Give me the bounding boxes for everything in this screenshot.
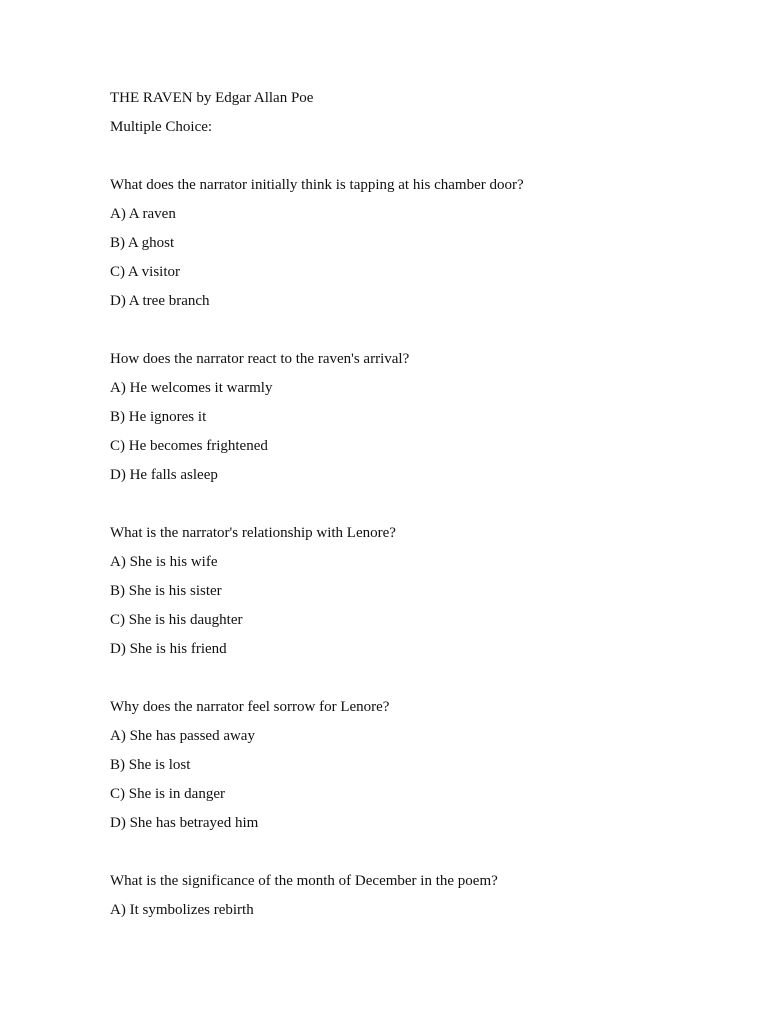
answer-option: D) She is his friend [110,641,227,657]
question-block-3 [110,519,710,664]
answer-option: B) A ghost [110,235,175,251]
question-text: What is the significance of the month of December in the poem? [110,873,498,889]
answer-option: A) A raven [110,206,176,222]
question-text: How does the narrator react to the raven's arrival? [110,351,410,367]
answer-option: C) She is his daughter [110,612,243,628]
answer-option: D) A tree branch [110,293,210,309]
answer-option: D) She has betrayed him [110,815,259,831]
document-subtitle: Multiple Choice: [110,119,213,135]
question-block-1 [110,171,710,316]
question-block-4 [110,693,710,838]
question-block-2 [110,345,710,490]
answer-option: A) He welcomes it warmly [110,380,273,396]
document-title: THE RAVEN by Edgar Allan Poe [110,90,314,106]
question-text: What is the narrator's relationship with Lenore? [110,525,396,541]
question-text: What does the narrator initially think is tapping at his chamber door? [110,177,524,193]
question-text: Why does the narrator feel sorrow for Lenore? [110,699,390,715]
answer-option: D) He falls asleep [110,467,218,483]
answer-option: B) She is lost [110,757,191,773]
answer-option: A) She is his wife [110,554,218,570]
question-block-5 [110,867,710,925]
answer-option: A) She has passed away [110,728,255,744]
answer-option: C) He becomes frightened [110,438,268,454]
answer-option: C) A visitor [110,264,181,280]
answer-option: B) She is his sister [110,583,222,599]
document-content [110,84,710,925]
answer-option: C) She is in danger [110,786,225,802]
answer-option: A) It symbolizes rebirth [110,902,254,918]
answer-option: B) He ignores it [110,409,207,425]
